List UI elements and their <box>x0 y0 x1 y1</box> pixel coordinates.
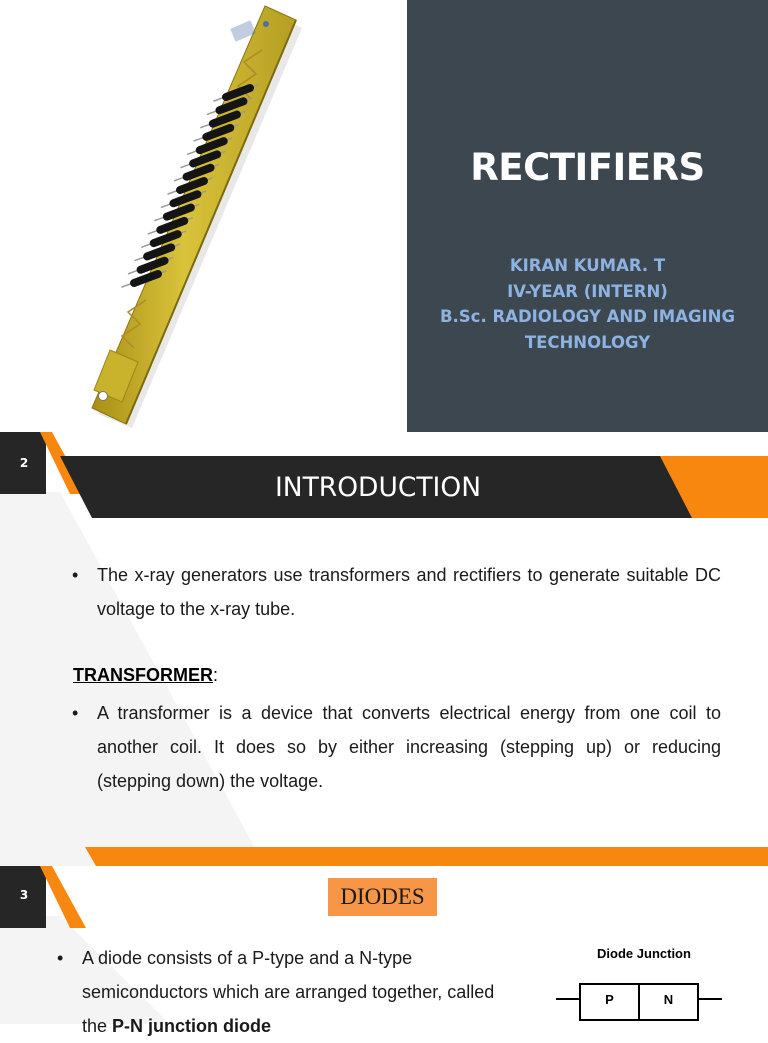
slide-title: INTRODUCTION <box>274 472 482 503</box>
diode-paragraph <box>82 941 532 1043</box>
slide-number: 3 <box>19 888 29 902</box>
p-region-label: P <box>605 992 614 1007</box>
author-info <box>407 253 768 355</box>
diode-line-2: semiconductors which are arranged together, called <box>82 982 495 1002</box>
rectifier-photo <box>0 0 407 432</box>
intro-paragraph: The x-ray generators use transformers and rectifiers to generate suitable DC voltage to the x-ray tube. <box>97 565 721 619</box>
bullet-marker: • <box>72 565 79 585</box>
diode-line-3 <box>82 1009 532 1043</box>
diode-line-3-prefix: the <box>82 1016 113 1036</box>
pn-junction-term: P-N junction diode <box>112 1016 272 1036</box>
author-course-line-1: B.Sc. RADIOLOGY AND IMAGING <box>439 307 736 326</box>
title-slide <box>0 0 768 432</box>
high-voltage-rectifier-stick-image <box>0 0 407 432</box>
bullet-marker: • <box>72 703 79 723</box>
author-year: IV-YEAR (INTERN) <box>507 281 668 301</box>
diode-junction-label: Diode Junction <box>597 946 691 961</box>
slide-number: 2 <box>19 456 29 470</box>
presentation-title: RECTIFIERS <box>470 146 705 189</box>
bullet-marker: • <box>57 948 64 968</box>
author-course-line-2: TECHNOLOGY <box>524 332 651 352</box>
title-panel <box>407 0 768 432</box>
transformer-heading-text: TRANSFORMER <box>73 665 213 685</box>
diodes-slide <box>0 866 768 1036</box>
diode-line-1: A diode consists of a P-type and a N-type <box>82 948 413 968</box>
pn-junction-diagram <box>550 974 730 1024</box>
transformer-paragraph: A transformer is a device that converts electrical energy from one coil to another coil. It does so by either increasing (stepping up) or reducing (stepping down) the voltage. <box>97 703 721 791</box>
introduction-slide <box>0 432 768 866</box>
transformer-heading <box>73 665 218 686</box>
transformer-heading-colon: : <box>213 665 219 685</box>
slide-title: DIODES <box>328 878 437 916</box>
author-name: KIRAN KUMAR. T <box>509 256 666 275</box>
n-region-label: N <box>663 992 674 1007</box>
